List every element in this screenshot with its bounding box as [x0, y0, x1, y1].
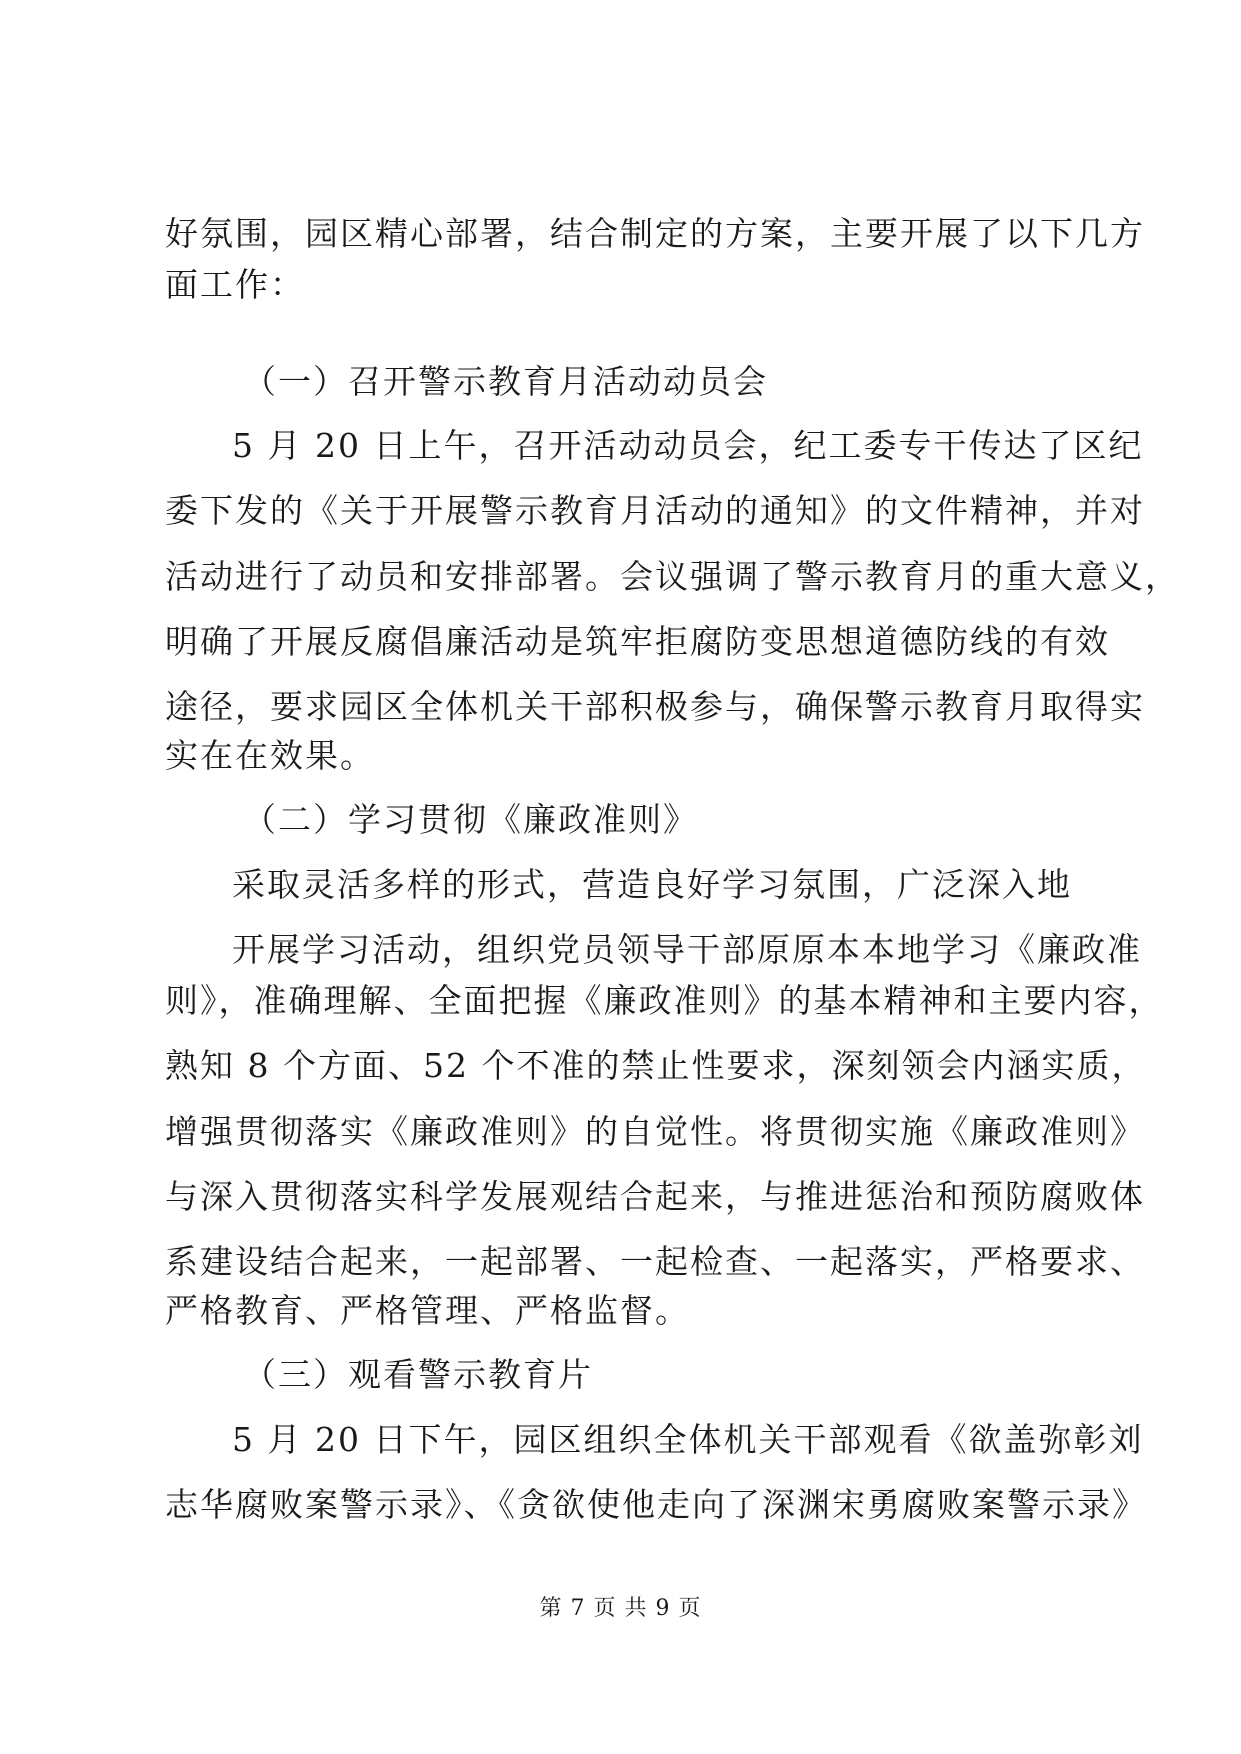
paragraph-line: 系建设结合起来，一起部署、一起检查、一起落实，严格要求、 — [165, 1242, 1145, 1281]
paragraph-line: 开展学习活动，组织党员领导干部原原本本地学习《廉政准 — [232, 930, 1142, 969]
paragraph-line: 严格教育、严格管理、严格监督。 — [165, 1291, 690, 1330]
paragraph-line: 增强贯彻落实《廉政准则》的自觉性。将贯彻实施《廉政准则》 — [165, 1112, 1145, 1151]
paragraph-line: 委下发的《关于开展警示教育月活动的通知》的文件精神，并对 — [165, 491, 1145, 530]
page-footer: 第 7 页 共 9 页 — [539, 1596, 702, 1621]
section-heading: （一）召开警示教育月活动动员会 — [243, 362, 768, 401]
paragraph-line: 好氛围，园区精心部署，结合制定的方案，主要开展了以下几方 — [165, 214, 1145, 253]
paragraph-line: 实在在效果。 — [165, 736, 375, 775]
paragraph-line: 采取灵活多样的形式，营造良好学习氛围，广泛深入地 — [232, 865, 1072, 904]
paragraph-line: 明确了开展反腐倡廉活动是筑牢拒腐防变思想道德防线的有效 — [165, 622, 1110, 661]
paragraph-line: 途径，要求园区全体机关干部积极参与，确保警示教育月取得实 — [165, 687, 1145, 726]
section-heading: （二）学习贯彻《廉政准则》 — [243, 800, 698, 839]
paragraph-line: 则》，准确理解、全面把握《廉政准则》的基本精神和主要内容， — [165, 981, 1164, 1020]
paragraph-line: 面工作： — [165, 265, 305, 304]
paragraph-line: 5 月 20 日上午，召开活动动员会，纪工委专干传达了区纪 — [232, 426, 1144, 465]
paragraph-line: 活动进行了动员和安排部署。会议强调了警示教育月的重大意义， — [165, 557, 1180, 596]
section-heading: （三）观看警示教育片 — [243, 1355, 593, 1394]
paragraph-line: 熟知 8 个方面、52 个不准的禁止性要求，深刻领会内涵实质， — [165, 1046, 1147, 1085]
paragraph-line: 5 月 20 日下午，园区组织全体机关干部观看《欲盖弥彰刘 — [232, 1420, 1144, 1459]
paragraph-line: 与深入贯彻落实科学发展观结合起来，与推进惩治和预防腐败体 — [165, 1177, 1145, 1216]
paragraph-line: 志华腐败案警示录》、《贪欲使他走向了深渊宋勇腐败案警示录》 — [165, 1485, 1147, 1524]
